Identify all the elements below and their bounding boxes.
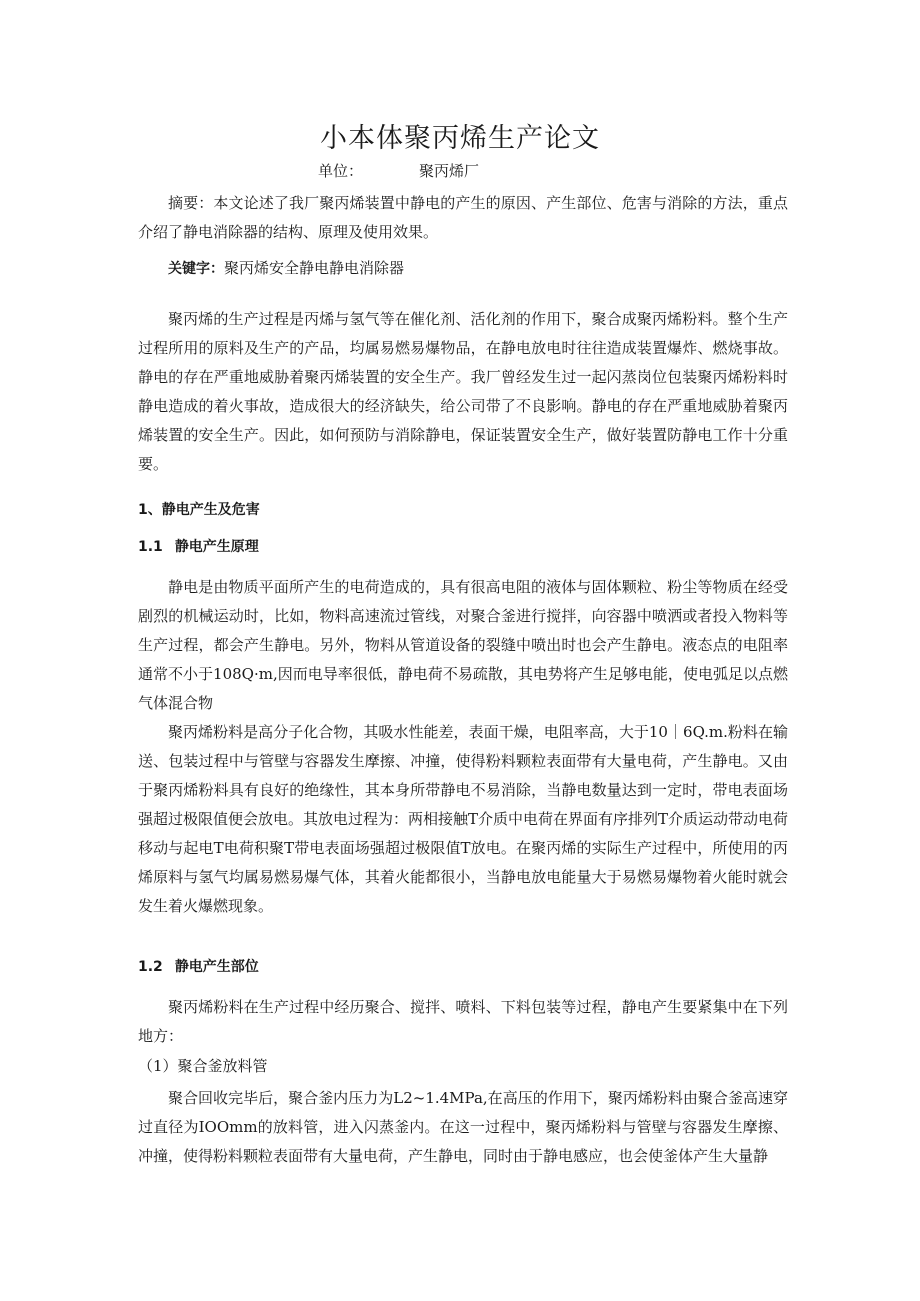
affiliation-line: [318, 160, 479, 181]
abstract-text: 摘要：本文论述了我厂聚丙烯装置中静电的产生的原因、产生部位、危害与消除的方法，重点介绍了静电消除器的结构、原理及使用效果。: [138, 194, 788, 241]
section-1-2-number: 1.2: [138, 959, 163, 975]
section-1-1-body: [138, 573, 788, 921]
section-1-1-para-2: 聚丙烯粉料是高分子化合物，其吸水性能差，表面干燥，电阻率高，大于10｜6Q.m.粉料在输送、包装过程中与管壁与容器发生摩擦、冲撞，使得粉料颗粒表面带有大量电荷，产生静电。又由于聚丙烯粉料具有良好的绝缘性，其本身所带静电不易消除，当静电数量达到一定时，带电表面场强超过极限值便会放电。其放电过程为：两相接触T介质中电荷在界面有序排列T介质运动带动电荷移动与起电T电荷积聚T带电表面场强超过极限值T放电。在聚丙烯的实际生产过程中，所使用的丙烯原料与氢气均属易燃易爆气体，其着火能都很小，当静电放电能量大于易燃易爆物着火能时就会发生着火爆燃现象。: [138, 723, 789, 915]
section-1-2-heading: [138, 956, 259, 976]
keywords-label: 关键字：: [168, 261, 224, 277]
abstract-block: [138, 189, 788, 247]
section-1-1-para-1: 静电是由物质平面所产生的电荷造成的，具有很高电阻的液体与固体颗粒、粉尘等物质在经受剧烈的机械运动时，比如，物料高速流过管线，对聚合釜进行搅拌，向容器中喷洒或者投入物料等生产过程，都会产生静电。另外，物料从管道设备的裂缝中喷出时也会产生静电。液态点的电阻率通常不小于108Q·m,因而电导率很低，静电荷不易疏散，其电势将产生足够电能，使电弧足以点燃气体混合物: [138, 578, 788, 712]
intro-block: [138, 305, 788, 479]
section-1-2-body: [138, 993, 788, 1051]
section-1-1-title: 静电产生原理: [174, 539, 259, 555]
section-1-2-title: 静电产生部位: [174, 959, 259, 975]
intro-paragraph: 聚丙烯的生产过程是丙烯与氢气等在催化剂、活化剂的作用下，聚合成聚丙烯粉料。整个生产过程所用的原料及生产的产品，均属易燃易爆物品，在静电放电时往往造成装置爆炸、燃烧事故。静电的存在严重地威胁着聚丙烯装置的安全生产。我厂曾经发生过一起闪蒸岗位包装聚丙烯粉料时静电造成的着火事故，造成很大的经济缺失，给公司带了不良影响。静电的存在严重地威胁着聚丙烯装置的安全生产。因此，如何预防与消除静电，保证装置安全生产，做好装置防静电工作十分重要。: [138, 310, 788, 473]
item-1-body: [138, 1084, 788, 1171]
section-1-1-heading: [138, 536, 259, 556]
section-1-1-number: 1.1: [138, 539, 163, 555]
affiliation-label: 单位：: [318, 162, 364, 180]
section-1-heading: 1、静电产生及危害: [138, 502, 260, 518]
item-1-text: 聚合回收完毕后，聚合釜内压力为L2~1.4MPa,在高压的作用下，聚丙烯粉料由聚合釜高速穿过直径为IOOmm的放料管，进入闪蒸釜内。在这一过程中，聚丙烯粉料与管壁与容器发生摩擦、冲撞，使得粉料颗粒表面带有大量电荷，产生静电，同时由于静电感应，也会使釜体产生大量静: [138, 1089, 788, 1165]
keywords-value: 聚丙烯安全静电静电消除器: [224, 259, 405, 277]
paper-title: 小本体聚丙烯生产论文: [320, 123, 600, 154]
section-1-2-para-1: 聚丙烯粉料在生产过程中经历聚合、搅拌、喷料、下料包装等过程，静电产生要紧集中在下列地方：: [138, 998, 788, 1045]
keywords-line: [138, 254, 788, 284]
item-1-label: （1）聚合釜放料管: [138, 1057, 268, 1075]
affiliation-value: 聚丙烯厂: [419, 162, 480, 180]
